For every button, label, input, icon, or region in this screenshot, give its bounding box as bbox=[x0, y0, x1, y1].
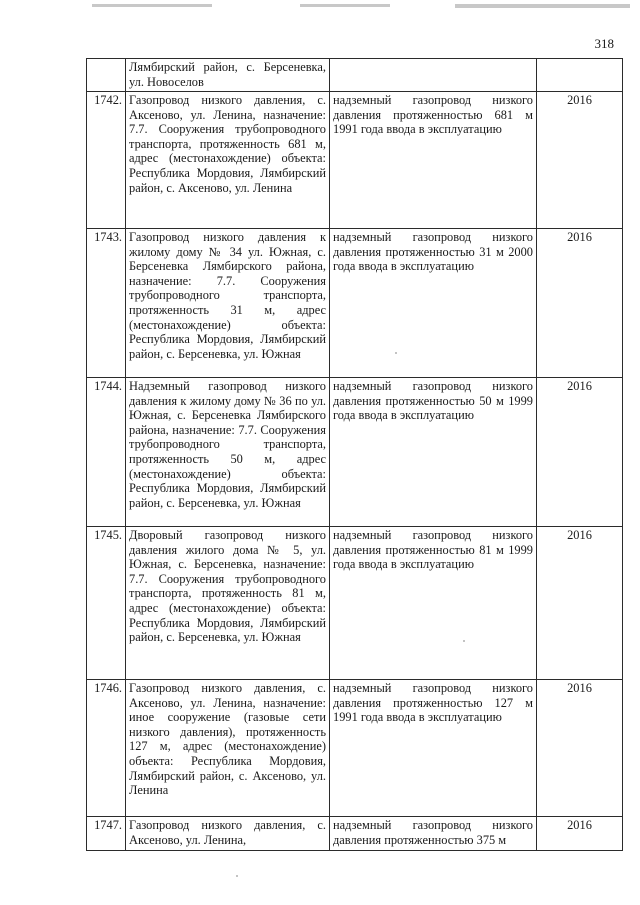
row-number: 1742. bbox=[87, 92, 126, 229]
year: 2016 bbox=[537, 92, 623, 229]
object-characteristics: надземный газопровод низкого давления протяженностью 681 м 1991 года ввода в эксплуатацию bbox=[330, 92, 537, 229]
table-row bbox=[87, 92, 623, 229]
object-description: Газопровод низкого давления к жилому дому № 34 ул. Южная, с. Берсеневка Лямбирского района, назначение: 7.7. Сооружения трубопроводного транспорта, протяженность 31 м, адрес (местонахождение) объекта: Республика Мордовия, Лямбирский район, с. Берсеневка, ул. Южная bbox=[126, 229, 330, 378]
object-characteristics: надземный газопровод низкого давления протяженностью 50 м 1999 года ввода в эксплуатацию bbox=[330, 378, 537, 527]
scan-artifact bbox=[92, 4, 212, 7]
year: 2016 bbox=[537, 527, 623, 680]
object-description: Газопровод низкого давления, с. Аксеново, ул. Ленина, назначение: 7.7. Сооружения трубопроводного транспорта, протяженность 681 м, адрес (местонахождение) объекта: Республика Мордовия, Лямбирский район, с. Аксеново, ул. Ленина bbox=[126, 92, 330, 229]
object-characteristics: надземный газопровод низкого давления протяженностью 127 м 1991 года ввода в эксплуатацию bbox=[330, 680, 537, 817]
table-row bbox=[87, 378, 623, 527]
scan-artifact bbox=[236, 875, 238, 877]
row-number: 1745. bbox=[87, 527, 126, 680]
registry-table bbox=[86, 58, 623, 851]
year: 2016 bbox=[537, 817, 623, 851]
table-row bbox=[87, 527, 623, 680]
object-description: Газопровод низкого давления, с. Аксеново, ул. Ленина, bbox=[126, 817, 330, 851]
page-number: 318 bbox=[594, 36, 614, 51]
year: 2016 bbox=[537, 378, 623, 527]
table-row bbox=[87, 817, 623, 851]
scan-artifact bbox=[395, 352, 397, 354]
year bbox=[537, 59, 623, 92]
table-row bbox=[87, 229, 623, 378]
object-characteristics: надземный газопровод низкого давления протяженностью 81 м 1999 года ввода в эксплуатацию bbox=[330, 527, 537, 680]
object-description: Надземный газопровод низкого давления к жилому дому № 36 по ул. Южная, с. Берсеневка Лямбирского района, назначение: 7.7. Сооружения трубопроводного транспорта, протяженность 50 м, адрес (местонахождение) объекта: Республика Мордовия, Лямбирский район, с. Берсеневка, ул. Южная bbox=[126, 378, 330, 527]
object-characteristics bbox=[330, 59, 537, 92]
scan-artifact bbox=[463, 640, 465, 642]
row-number: 1746. bbox=[87, 680, 126, 817]
row-number: 1744. bbox=[87, 378, 126, 527]
object-description: Газопровод низкого давления, с. Аксеново, ул. Ленина, назначение: иное сооружение (газовые сети низкого давления), протяженность 127 м, адрес (местонахождение) объекта: Республика Мордовия, Лямбирский район, с. Аксеново, ул. Ленина bbox=[126, 680, 330, 817]
row-number bbox=[87, 59, 126, 92]
scan-artifact bbox=[300, 4, 390, 7]
object-characteristics: надземный газопровод низкого давления протяженностью 375 м bbox=[330, 817, 537, 851]
year: 2016 bbox=[537, 680, 623, 817]
table-row bbox=[87, 59, 623, 92]
scan-artifact bbox=[455, 4, 630, 8]
object-description: Дворовый газопровод низкого давления жилого дома № 5, ул. Южная, с. Берсеневка, назначение: 7.7. Сооружения трубопроводного транспорта, протяженность 81 м, адрес (местонахождение) объекта: Республика Мордовия, Лямбирский район, с. Берсеневка, ул. Южная bbox=[126, 527, 330, 680]
object-characteristics: надземный газопровод низкого давления протяженностью 31 м 2000 года ввода в эксплуатацию bbox=[330, 229, 537, 378]
object-description: Лямбирский район, с. Берсеневка, ул. Новоселов bbox=[126, 59, 330, 92]
year: 2016 bbox=[537, 229, 623, 378]
table-row bbox=[87, 680, 623, 817]
row-number: 1743. bbox=[87, 229, 126, 378]
row-number: 1747. bbox=[87, 817, 126, 851]
